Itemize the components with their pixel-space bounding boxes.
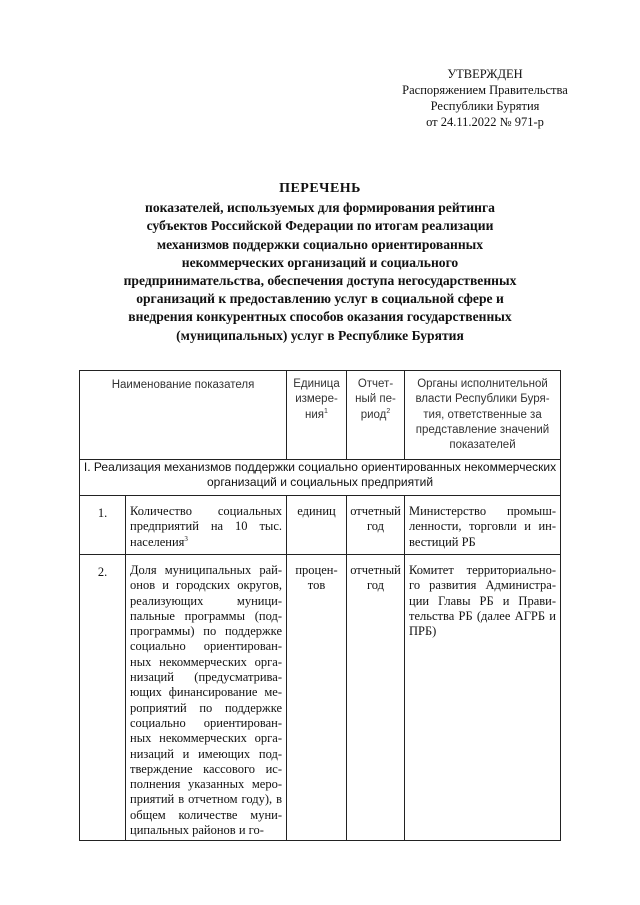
- approval-stamp: [395, 66, 575, 130]
- row-organ: Комитет территориально-го развития Администра-ции Главы РБ и Прави-тельства РБ (далее АГРБ и ПРБ): [405, 555, 561, 841]
- header-period-label: Отчет-ный пе-риод: [355, 378, 396, 421]
- title-heading: ПЕРЕЧЕНЬ: [279, 181, 361, 196]
- header-period-footnote: 2: [386, 407, 391, 415]
- table-header-row: [80, 371, 561, 460]
- table-row: [80, 496, 561, 555]
- section-row: [80, 460, 561, 496]
- header-period: [347, 371, 405, 460]
- row-indicator-footnote: 3: [184, 534, 188, 543]
- approval-line-1: УТВЕРЖДЕН: [447, 67, 523, 81]
- row-indicator-name: [126, 496, 287, 555]
- row-indicator-text: Количество социальных предприятий на 10 тыс. населения: [130, 504, 282, 549]
- header-unit-label: Единица измере-ния: [293, 378, 340, 421]
- indicators-table: [79, 370, 561, 841]
- row-number: 1.: [80, 496, 126, 555]
- row-indicator-name: Доля муниципальных рай-онов и городских округов, реализующих муници-пальные программы (под-программы) по поддержке социально ориентирован-ных некоммерческих орга-низаций (предусматрива-ющих финансирование ме-роприятий по поддержке социально ориентирован-ных некоммерческих орга-низаций и имеющих под-тверждение кассового ис-полнения указанных меро-приятий в отчетном году), в общем количестве муни-ципальных районов и го-: [126, 555, 287, 841]
- row-unit: процен-тов: [287, 555, 347, 841]
- row-unit: единиц: [287, 496, 347, 555]
- row-period: отчетный год: [347, 496, 405, 555]
- row-organ: Министерство промыш-ленности, торговли и ин-вестиций РБ: [405, 496, 561, 555]
- header-unit-footnote: 1: [324, 407, 328, 415]
- header-unit: [287, 371, 347, 460]
- document-title: [120, 180, 520, 345]
- row-number: 2.: [80, 555, 126, 841]
- title-subtitle: показателей, используемых для формирования рейтинга субъектов Российской Федерации по итогам реализации механизмов поддержки социально ориентированных некоммерческих организаций и социального предпринимательства, обеспечения доступа негосударственных организаций к предоставлению услуг в социальной сфере и внедрения конкурентных способов оказания государственных (муниципальных) услуг в Республике Бурятия: [123, 200, 517, 343]
- approval-line-2: Распоряжением Правительства: [402, 83, 568, 97]
- header-organs: Органы исполнительной власти Республики Буря-тия, ответственные за представление значений показателей: [405, 371, 561, 460]
- approval-line-3: Республики Бурятия: [430, 99, 540, 113]
- header-name: Наименование показателя: [80, 371, 287, 460]
- section-title: I. Реализация механизмов поддержки социально ориентированных некоммерческих организаций и социальных предприятий: [80, 460, 561, 496]
- row-period: отчетный год: [347, 555, 405, 841]
- table-row: [80, 555, 561, 841]
- approval-line-4: от 24.11.2022 № 971-р: [426, 115, 544, 129]
